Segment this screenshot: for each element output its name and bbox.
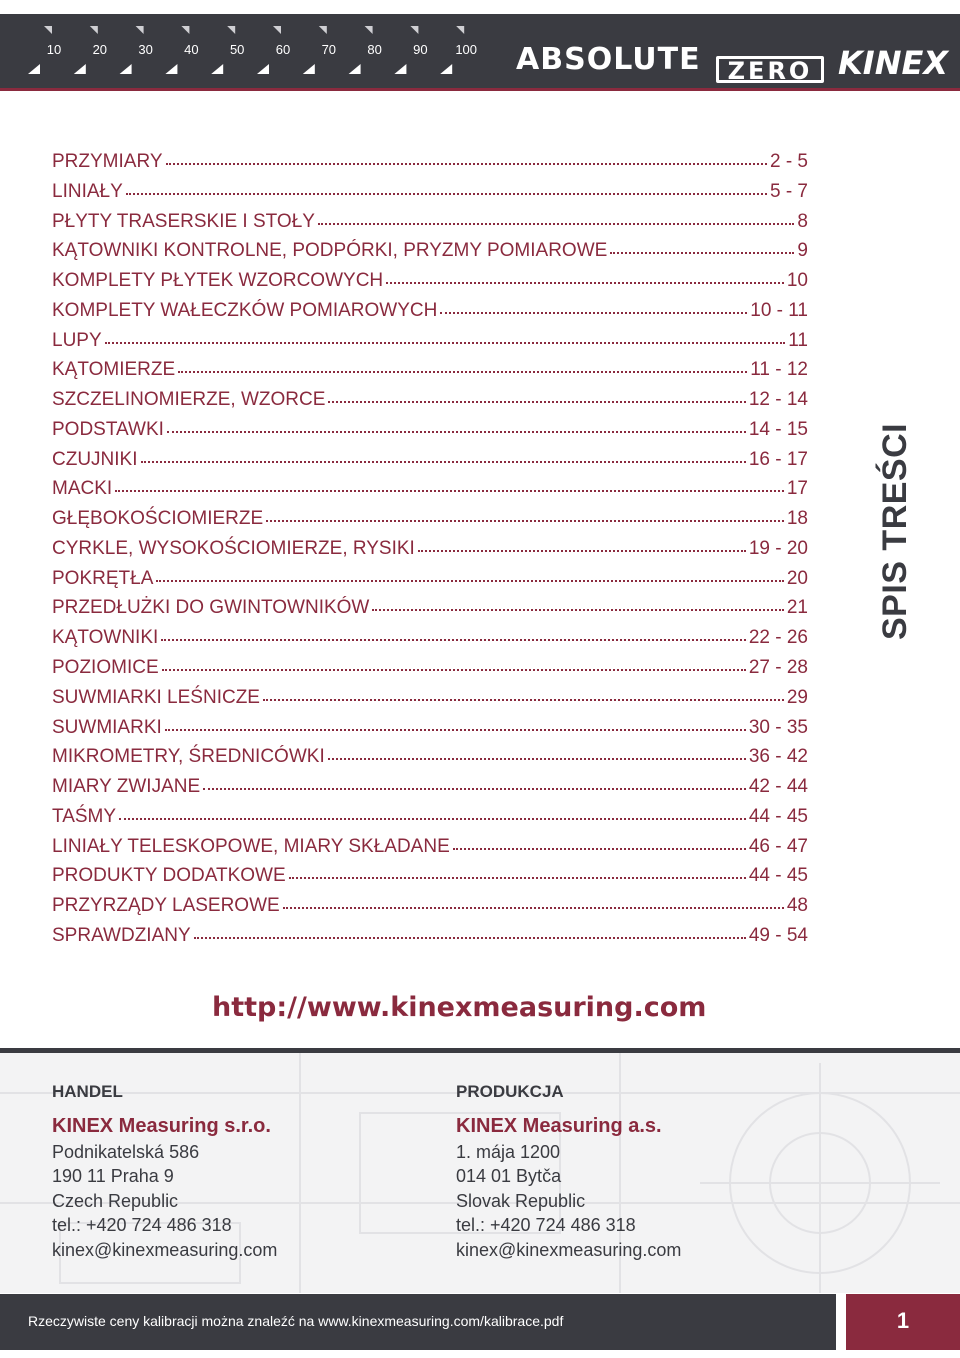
scale-bottom-marker: [257, 64, 269, 74]
scale-bottom-marker: [303, 64, 315, 74]
toc-entry[interactable]: [52, 413, 808, 443]
toc-entry-label: PRZEDŁUŻKI DO GWINTOWNIKÓW: [52, 597, 370, 619]
address-line: Podnikatelská 586: [52, 1142, 200, 1162]
toc-entry[interactable]: [52, 800, 808, 830]
toc-entry[interactable]: [52, 443, 808, 473]
toc-entry-pages: 46 - 47: [748, 835, 808, 857]
toc-entry-pages: 20: [786, 567, 808, 589]
toc-entry-label: LUPY: [52, 329, 102, 351]
toc-dot-leader: [165, 709, 746, 731]
toc-entry[interactable]: [52, 264, 808, 294]
toc-entry-label: POKRĘTŁA: [52, 567, 154, 589]
toc-entry-pages: 11: [788, 329, 808, 351]
toc-entry-label: SUWMIARKI LEŚNICZE: [52, 686, 260, 708]
ruler-scale: [0, 14, 500, 88]
toc-entry-label: KOMPLETY PŁYTEK WZORCOWYCH: [52, 270, 384, 292]
footer-bar: [0, 1294, 836, 1350]
toc-entry-pages: 30 - 35: [748, 716, 808, 738]
toc-entry[interactable]: [52, 502, 808, 532]
toc-entry-pages: 5 - 7: [769, 180, 808, 202]
toc-entry[interactable]: [52, 651, 808, 681]
scale-top-marker: [44, 26, 52, 34]
page-number: 1: [896, 1308, 910, 1333]
toc-dot-leader: [156, 560, 783, 582]
scale-top-marker: [90, 26, 98, 34]
toc-dot-leader: [372, 589, 783, 611]
toc-dot-leader: [263, 679, 784, 701]
calibration-note: Rzeczywiste ceny kalibracji można znaleźć na www.kinexmeasuring.com/kalibrace.pdf: [28, 1313, 564, 1329]
phone-line: tel.: +420 724 486 318: [52, 1215, 232, 1236]
toc-entry-label: KOMPLETY WAŁECZKÓW POMIAROWYCH: [52, 299, 438, 321]
toc-dot-leader: [440, 292, 747, 314]
toc-entry[interactable]: [52, 770, 808, 800]
scale-bottom-marker: [74, 64, 86, 74]
toc-entry-pages: 18: [786, 508, 808, 530]
toc-entry-pages: 11 - 12: [750, 359, 808, 381]
header-accent-line: [0, 88, 960, 91]
website-link[interactable]: http://www.kinexmeasuring.com: [212, 992, 707, 1023]
brand-zero-text: ZERO: [727, 57, 813, 85]
toc-entry[interactable]: [52, 234, 808, 264]
toc-entry[interactable]: [52, 294, 808, 324]
toc-entry[interactable]: [52, 324, 808, 354]
toc-entry-label: SUWMIARKI: [52, 716, 162, 738]
scale-top-marker: [227, 26, 235, 34]
brand-zero-logo: [716, 56, 824, 83]
scale-bottom-marker: [440, 64, 452, 74]
toc-entry-pages: 36 - 42: [748, 746, 808, 768]
toc-entry-pages: 17: [786, 478, 808, 500]
toc-dot-leader: [453, 828, 746, 850]
toc-entry-label: PRZYRZĄDY LASEROWE: [52, 895, 280, 917]
toc-entry-label: PRZYMIARY: [52, 151, 163, 172]
toc-entry-pages: 14 - 15: [748, 418, 808, 440]
toc-dot-leader: [386, 262, 784, 284]
scale-tick-label: 90: [413, 42, 428, 57]
toc-dot-leader: [328, 381, 745, 403]
address-line: 014 01 Bytča: [456, 1166, 562, 1187]
toc-entry-pages: 10: [786, 270, 808, 292]
scale-tick-label: 20: [92, 42, 108, 57]
contact-production: [456, 1080, 836, 1262]
scale-top-marker: [456, 26, 464, 34]
page-number-box: [846, 1294, 960, 1350]
kinex-logo: KINEX: [838, 44, 949, 82]
toc-entry[interactable]: [52, 205, 808, 235]
toc-entry-label: KĄTOWNIKI KONTROLNE, PODPÓRKI, PRYZMY POMIAROWE: [52, 240, 608, 262]
toc-entry[interactable]: [52, 681, 808, 711]
scale-bottom-marker: [394, 64, 406, 74]
toc-entry[interactable]: [52, 472, 808, 502]
toc-entry[interactable]: [52, 383, 808, 413]
toc-dot-leader: [105, 322, 786, 344]
contact-heading: PRODUKCJA: [456, 1082, 564, 1101]
scale-tick-label: 50: [229, 42, 245, 57]
toc-dot-leader: [328, 738, 746, 760]
scale-tick-label: 40: [184, 42, 199, 57]
toc-entry-label: MACKI: [52, 478, 113, 500]
email-link[interactable]: kinex@kinexmeasuring.com: [52, 1239, 278, 1260]
email-link[interactable]: kinex@kinexmeasuring.com: [456, 1239, 682, 1260]
toc-dot-leader: [283, 887, 784, 909]
toc-entry[interactable]: [52, 859, 808, 889]
scale-top-marker: [365, 26, 373, 34]
toc-entry-label: LINIAŁY TELESKOPOWE, MIARY SKŁADANE: [52, 835, 450, 857]
contact-heading: HANDEL: [52, 1082, 123, 1101]
scale-top-marker: [181, 26, 189, 34]
toc-entry-label: PŁYTY TRASERSKIE I STOŁY: [52, 210, 315, 232]
toc-entry-pages: 16 - 17: [748, 448, 808, 470]
toc-entry-pages: 44 - 45: [748, 865, 808, 887]
toc-entry[interactable]: [52, 889, 808, 919]
toc-dot-leader: [167, 411, 746, 433]
toc-entry-label: SZCZELINOMIERZE, WZORCE: [52, 389, 326, 411]
toc-entry[interactable]: [52, 591, 808, 621]
toc-entry-pages: 8: [797, 210, 808, 232]
contact-sales: [52, 1080, 432, 1262]
brand-absolute-logo: ABSOLUTE: [516, 42, 701, 77]
toc-dot-leader: [115, 470, 784, 492]
toc-entry[interactable]: [52, 711, 808, 741]
scale-tick-label: 60: [275, 42, 291, 57]
toc-entry-pages: 10 - 11: [750, 299, 808, 321]
scale-bottom-marker: [28, 64, 40, 74]
address-line: Slovak Republic: [456, 1190, 586, 1211]
toc-entry-pages: 44 - 45: [748, 805, 808, 827]
toc-entry-label: LINIAŁY: [52, 180, 123, 202]
toc-entry-pages: 19 - 20: [748, 537, 808, 559]
toc-entry-pages: 12 - 14: [748, 389, 808, 411]
toc-entry-pages: 9: [797, 240, 808, 262]
address-line: Czech Republic: [52, 1190, 179, 1211]
toc-entry-pages: 29: [786, 686, 808, 708]
toc-entry-label: CZUJNIKI: [52, 448, 138, 470]
toc-dot-leader: [161, 619, 746, 641]
toc-entry[interactable]: [52, 919, 808, 949]
toc-entry-pages: 27 - 28: [748, 657, 808, 679]
table-of-contents: [52, 145, 808, 949]
toc-entry[interactable]: [52, 621, 808, 651]
scale-top-marker: [319, 26, 327, 34]
toc-entry-pages: 22 - 26: [748, 627, 808, 649]
toc-dot-leader: [178, 351, 747, 373]
toc-entry[interactable]: [52, 175, 808, 205]
toc-dot-leader: [141, 441, 746, 463]
toc-entry-label: MIKROMETRY, ŚREDNICÓWKI: [52, 746, 325, 768]
scale-tick-label: 70: [321, 42, 337, 57]
toc-dot-leader: [119, 798, 746, 820]
scale-top-marker: [273, 26, 281, 34]
scale-bottom-marker: [211, 64, 223, 74]
toc-dot-leader: [266, 500, 784, 522]
toc-entry-label: GŁĘBOKOŚCIOMIERZE: [52, 508, 264, 530]
toc-entry-pages: 21: [786, 597, 808, 619]
company-name: KINEX Measuring a.s.: [456, 1115, 662, 1137]
toc-entry-pages: 48: [786, 895, 808, 917]
toc-dot-leader: [162, 649, 746, 671]
scale-bottom-marker: [120, 64, 132, 74]
scale-tick-label: 80: [367, 42, 382, 57]
toc-entry[interactable]: [52, 740, 808, 770]
toc-entry-label: KĄTOWNIKI: [52, 627, 159, 649]
company-name: KINEX Measuring s.r.o.: [52, 1115, 271, 1137]
toc-dot-leader: [166, 143, 767, 165]
scale-tick-label: 30: [138, 42, 153, 57]
scale-top-marker: [136, 26, 144, 34]
toc-entry-label: CYRKLE, WYSOKOŚCIOMIERZE, RYSIKI: [52, 537, 415, 559]
toc-dot-leader: [610, 232, 794, 254]
toc-entry[interactable]: [52, 830, 808, 860]
toc-dot-leader: [126, 173, 767, 195]
header-bar: [0, 14, 960, 88]
scale-tick-label: 10: [46, 42, 62, 57]
toc-entry[interactable]: [52, 145, 808, 175]
scale-bottom-marker: [165, 64, 177, 74]
phone-line: tel.: +420 724 486 318: [456, 1215, 636, 1236]
scale-top-marker: [410, 26, 418, 34]
toc-entry[interactable]: [52, 353, 808, 383]
toc-dot-leader: [318, 203, 794, 225]
toc-entry-label: POZIOMICE: [52, 657, 159, 679]
toc-entry-label: KĄTOMIERZE: [52, 359, 176, 381]
toc-entry[interactable]: [52, 562, 808, 592]
toc-entry-label: SPRAWDZIANY: [52, 924, 191, 946]
toc-dot-leader: [203, 768, 746, 790]
toc-dot-leader: [418, 530, 746, 552]
toc-entry-label: TAŚMY: [52, 805, 117, 827]
toc-entry-label: PRODUKTY DODATKOWE: [52, 865, 286, 887]
toc-entry-pages: 42 - 44: [748, 776, 808, 798]
address-line: 190 11 Praha 9: [52, 1166, 174, 1187]
toc-entry[interactable]: [52, 532, 808, 562]
toc-side-title: SPIS TREŚCI: [876, 422, 914, 640]
toc-dot-leader: [289, 857, 746, 879]
scale-bottom-marker: [349, 64, 361, 74]
toc-dot-leader: [194, 917, 746, 939]
toc-entry-pages: 49 - 54: [748, 924, 808, 946]
scale-tick-label: 100: [455, 42, 478, 57]
address-line: 1. mája 1200: [456, 1142, 561, 1162]
toc-entry-pages: 2 - 5: [769, 151, 808, 172]
toc-entry-label: MIARY ZWIJANE: [52, 776, 201, 798]
toc-entry-label: PODSTAWKI: [52, 418, 164, 440]
